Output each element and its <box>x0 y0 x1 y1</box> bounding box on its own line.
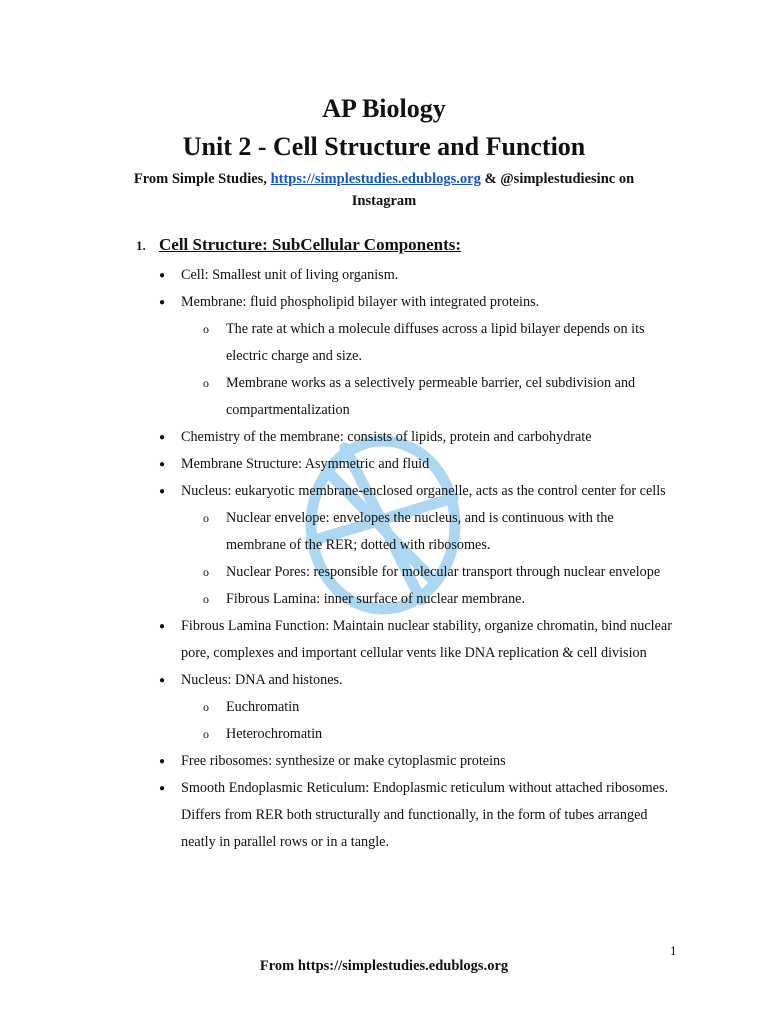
byline-suffix: & @simplestudiesinc on Instagram <box>351 171 635 209</box>
source-link[interactable]: https://simplestudies.edublogs.org <box>270 171 481 187</box>
section-number: 1. <box>136 238 146 253</box>
byline-prefix: From Simple Studies, <box>133 171 271 187</box>
sub-list-item: o Nuclear Pores: responsible for molecular transport through nuclear envelope <box>0 559 676 586</box>
bullet-icon: ● <box>159 459 166 470</box>
section-title: Cell Structure: SubCellular Components: <box>159 235 462 254</box>
list-item: ● Cell: Smallest unit of living organism. <box>0 262 681 289</box>
page-footer: From https://simplestudies.edublogs.org <box>259 958 509 974</box>
sub-list-item: o Membrane works as a selectively permeable barrier, cel subdivision and compartmentalization <box>0 370 676 424</box>
bullet-icon: ● <box>159 486 166 497</box>
list-item: ● Nucleus: eukaryotic membrane-enclosed organelle, acts as the control center for cells <box>0 478 681 505</box>
sub-bullet-icon: o <box>203 322 209 336</box>
sub-bullet-icon: o <box>203 700 209 714</box>
bullet-icon: ● <box>159 297 166 308</box>
sub-list-item: o Euchromatin <box>0 694 676 721</box>
page-number: 1 <box>670 943 677 958</box>
list-item: ● Free ribosomes: synthesize or make cytoplasmic proteins <box>0 748 681 775</box>
bullet-icon: ● <box>159 783 166 794</box>
bullet-icon: ● <box>159 621 166 632</box>
document-subtitle: Unit 2 - Cell Structure and Function <box>182 132 586 161</box>
sub-bullet-icon: o <box>203 727 209 741</box>
document-title: AP Biology <box>322 94 446 123</box>
sub-bullet-icon: o <box>203 376 209 390</box>
bullet-icon: ● <box>159 756 166 767</box>
list-item: ● Fibrous Lamina Function: Maintain nuclear stability, organize chromatin, bind nuclear pore, complexes and important cellular vents like DNA replication & cell division <box>0 613 681 667</box>
list-item: ● Membrane: fluid phospholipid bilayer with integrated proteins. <box>0 289 681 316</box>
list-item: ● Smooth Endoplasmic Reticulum: Endoplasmic reticulum without attached ribosomes. Differs from RER both structurally and functionally, in the form of tubes arranged neatly in parallel rows or in a tangle. <box>0 775 681 856</box>
sub-list-item: o Fibrous Lamina: inner surface of nuclear membrane. <box>0 586 676 613</box>
list-item: ● Membrane Structure: Asymmetric and fluid <box>0 451 681 478</box>
byline <box>100 168 668 212</box>
sub-list-item: o Nuclear envelope: envelopes the nucleus, and is continuous with the membrane of the RER; dotted with ribosomes. <box>0 505 676 559</box>
sub-bullet-icon: o <box>203 592 209 606</box>
bullet-icon: ● <box>159 675 166 686</box>
sub-bullet-icon: o <box>203 511 209 525</box>
sub-list-item: o The rate at which a molecule diffuses across a lipid bilayer depends on its electric charge and size. <box>0 316 676 370</box>
list-item: ● Nucleus: DNA and histones. <box>0 667 681 694</box>
list-item: ● Chemistry of the membrane: consists of lipids, protein and carbohydrate <box>0 424 681 451</box>
bullet-icon: ● <box>159 270 166 281</box>
bullet-icon: ● <box>159 432 166 443</box>
sub-list-item: o Heterochromatin <box>0 721 676 748</box>
sub-bullet-icon: o <box>203 565 209 579</box>
notes-list <box>0 262 768 856</box>
